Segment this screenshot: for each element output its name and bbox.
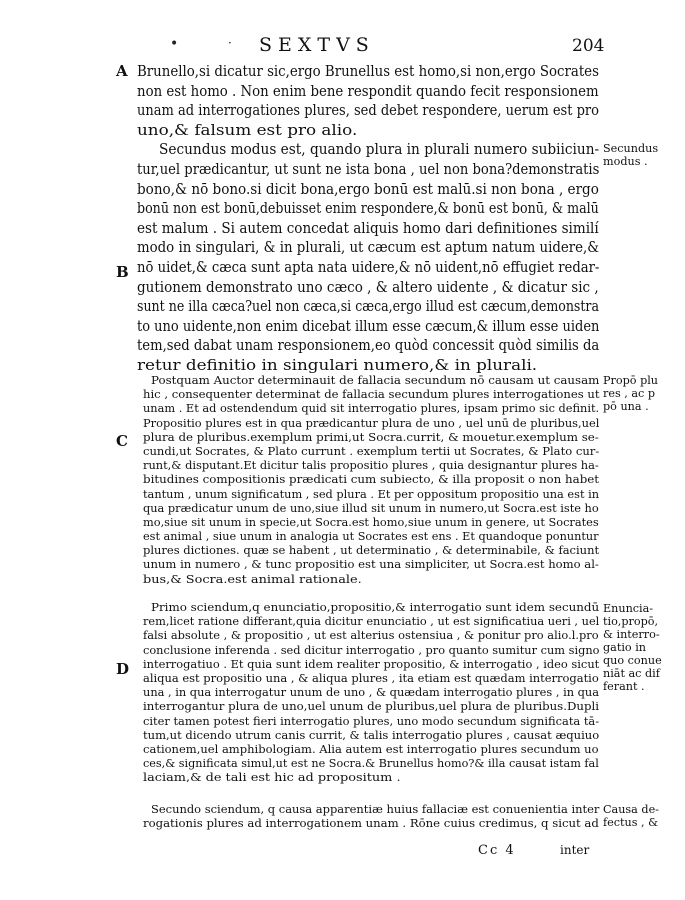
commentary-block-1 bbox=[143, 374, 599, 587]
text-line: cationem,uel amphibologiam. Alia autem est interrogatio plures secundum uo bbox=[143, 742, 599, 756]
page-number: 204 bbox=[572, 36, 605, 56]
running-header bbox=[0, 34, 685, 58]
side-note-causa-defectus bbox=[603, 803, 683, 829]
running-title: SEXTVS bbox=[259, 34, 375, 56]
text-line: ces,& significata simul,ut est ne Socra.& Brunellus homo?& illa causat istam fal bbox=[143, 757, 599, 771]
text-line: tum,ut dicendo utrum canis currit, & talis interrogatio plures , causat æquiuo bbox=[143, 728, 600, 742]
text-line: rem,licet ratione differant,quia dicitur enunciatio , ut est significatiua ueri , uel bbox=[143, 615, 600, 629]
text-line: conclusione inferenda . sed dicitur interrogatio , pro quanto sumitur cum signo bbox=[143, 643, 600, 657]
text-line: qua prædicatur unum de uno,siue illud sit unum in numero,ut Socra.est iste ho bbox=[143, 501, 599, 515]
text-line: unam . Et ad ostendendum quid sit interrogatio plures, ipsam primo sic definit. bbox=[143, 402, 600, 416]
text-line: modo in singulari, & in plurali, ut cæcum est aptum natum uidere,& bbox=[137, 239, 600, 257]
margin-letter-c: C bbox=[116, 432, 128, 450]
text-line: non est homo . Non enim bene respondit quando fecit responsionem bbox=[137, 82, 599, 100]
text-line: uno,& falsum est pro alio. bbox=[137, 121, 358, 139]
text-line: rogationis plures ad interrogationem unam . Rōne cuius credimus, q sicut ad bbox=[143, 817, 599, 831]
text-line: bus,& Socra.est animal rationale. bbox=[143, 572, 362, 586]
note-line: & interro- bbox=[603, 628, 660, 641]
text-line: Primo sciendum,q enunciatio,propositio,& interrogatio sunt idem secundū bbox=[151, 601, 600, 614]
text-line: mo,siue sit unum in specie,ut Socra.est homo,siue unum in genere, ut Socrates bbox=[143, 515, 599, 529]
text-line: Secundo sciendum, q causa apparentiæ huius fallaciæ est conuenientia inter bbox=[151, 803, 600, 816]
side-note-propositio bbox=[603, 374, 683, 413]
margin-letter-d: D bbox=[116, 660, 130, 678]
catchword: inter bbox=[560, 843, 590, 857]
note-line: niāt ac dif bbox=[603, 667, 660, 680]
note-line: gatio in bbox=[603, 641, 646, 654]
text-line: plura de pluribus.exemplum primi,ut Socra.currit, & mouetur.exemplum se- bbox=[143, 430, 599, 444]
text-line: una , in qua interrogatur unum de uno , & quædam interrogatio plures , in qua bbox=[143, 686, 600, 700]
text-line: nō uidet,& cæca sunt apta nata uidere,& nō uident,nō effugiet redar- bbox=[137, 258, 600, 276]
text-line: plures dictiones. quæ se habent , ut determinatio , & determinabile, & faciunt bbox=[143, 544, 600, 558]
text-line: tur,uel prædicantur, ut sunt ne ista bona , uel non bona?demonstratis bbox=[137, 160, 600, 178]
text-line: runt,& disputant.Et dicitur talis propositio plures , quia designantur plures ha- bbox=[143, 459, 599, 473]
text-line: laciam,& de tali est hic ad propositum . bbox=[143, 771, 401, 785]
text-line: Secundus modus est, quando plura in plurali numero subiiciun- bbox=[159, 141, 600, 159]
text-line: est malum . Si autem concedat aliquis homo dari definitiones similí bbox=[137, 219, 599, 237]
main-text-block bbox=[137, 62, 599, 376]
text-line: bono,& nō bono.si dicit bona,ergo bonū est malū.si non bona , ergo bbox=[137, 180, 599, 198]
margin-letter-a: A bbox=[116, 62, 128, 80]
note-line: ferant . bbox=[603, 680, 645, 693]
text-line: tantum , unum significatum , sed plura . Et per oppositum propositio una est in bbox=[143, 487, 600, 501]
side-note-enunciatio bbox=[603, 602, 683, 693]
text-line: Postquam Auctor determinauit de fallacia secundum nō causam ut causam bbox=[151, 374, 600, 387]
text-line: hic , consequenter determinat de fallacia secundum plures interrogationes ut bbox=[143, 388, 600, 402]
text-line: unum in numero , & tunc propositio est una simpliciter, ut Socra.est homo al- bbox=[143, 558, 599, 572]
text-line: gutionem demonstrato uno cæco , & altero uidente , & dicatur sic , bbox=[137, 278, 599, 296]
note-line: modus . bbox=[603, 155, 648, 168]
note-line: pō una . bbox=[603, 400, 649, 413]
text-line: to uno uidente,non enim dicebat illum esse cæcum,& illum esse uiden bbox=[137, 317, 600, 335]
text-line: interrogantur plura de uno,uel unum de pluribus,uel plura de pluribus.Dupli bbox=[143, 700, 599, 714]
side-note-secundus-modus bbox=[603, 142, 683, 168]
note-line: res , ac p bbox=[603, 387, 656, 400]
text-line: citer tamen potest fieri interrogatio plures, uno modo secundum significata tā- bbox=[143, 714, 600, 728]
text-line: tem,sed dabat unam responsionem,eo quòd concessit quòd similis da bbox=[137, 337, 600, 355]
text-line: Brunello,si dicatur sic,ergo Brunellus est homo,si non,ergo Socrates bbox=[137, 63, 599, 80]
text-line: cundi,ut Socrates, & Plato currunt . exemplum tertii ut Socrates, & Plato cur- bbox=[143, 444, 600, 458]
header-ornament-icon: • bbox=[170, 36, 179, 52]
text-line: falsi absolute , & propositio , ut est alterius ostensiua , & ponitur pro alio.l.pro bbox=[143, 629, 599, 643]
text-line: est animal , siue unum in analogia ut Socrates est ens . Et quandoque ponuntur bbox=[143, 530, 599, 544]
text-line: bitudines compositionis prædicati cum subiecto, & illa proposit o non habet bbox=[143, 473, 600, 487]
text-line: bonū non est bonū,debuisset enim respondere,& bonū est bonū, & malū bbox=[137, 200, 599, 218]
text-line: interrogatiuo . Et quia sunt idem realiter propositio, & interrogatio , ideo sicut bbox=[143, 657, 600, 671]
text-line: unam ad interrogationes plures, sed debet respondere, uerum est pro bbox=[137, 102, 599, 120]
text-line: Propositio plures est in qua prædicantur plura de uno , uel unū de pluribus,uel bbox=[143, 416, 600, 430]
commentary-block-3 bbox=[143, 803, 599, 831]
page-footer bbox=[0, 843, 685, 863]
margin-letter-b: B bbox=[116, 263, 129, 281]
header-dot-icon: · bbox=[228, 36, 232, 50]
note-line: Propō plu bbox=[603, 374, 659, 387]
signature-mark: Cc 4 bbox=[478, 843, 516, 858]
commentary-block-2 bbox=[143, 601, 599, 785]
note-line: Enuncia- bbox=[603, 602, 654, 615]
text-line: sunt ne illa cæca?uel non cæca,si cæca,ergo illud est cæcum,demonstra bbox=[137, 298, 599, 316]
text-line: retur definitio in singulari numero,& in plurali. bbox=[137, 356, 538, 374]
text-line: aliqua est propositio una , & aliqua plures , ita etiam est quædam interrogatio bbox=[143, 671, 599, 685]
note-line: Causa de- bbox=[603, 803, 659, 816]
note-line: fectus , & bbox=[603, 816, 659, 829]
note-line: Secundus bbox=[603, 142, 659, 155]
note-line: tio,propō, bbox=[603, 615, 659, 628]
note-line: quo conue bbox=[603, 654, 662, 667]
